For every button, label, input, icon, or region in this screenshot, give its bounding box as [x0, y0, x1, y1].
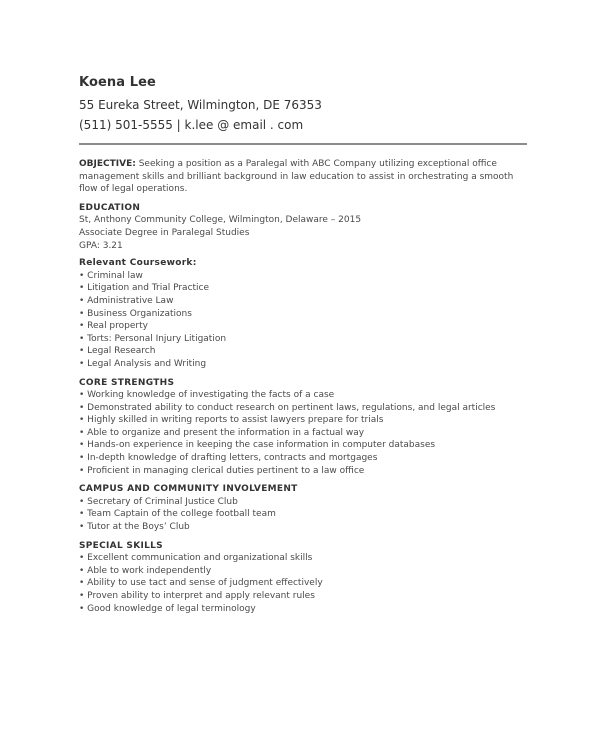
education-gpa: GPA: 3.21 [79, 240, 123, 251]
objective-text: Seeking a position as a Paralegal with ABC Company utilizing exceptional office management skills and brilliant background in law education to assist in orchestrating a smooth flow of legal operations. [79, 159, 514, 195]
list-item: • Able to organize and present the information in a factual way [79, 427, 529, 440]
header-divider [79, 143, 527, 145]
list-item: • Good knowledge of legal terminology [79, 603, 529, 616]
education-school: St, Anthony Community College, Wilmington, Delaware – 2015 [79, 215, 362, 226]
core-strengths-list [79, 389, 529, 477]
list-item: • Demonstrated ability to conduct research on pertinent laws, regulations, and legal articles [79, 402, 529, 415]
resume-header [79, 74, 322, 135]
objective-label: OBJECTIVE: [79, 159, 136, 169]
list-item: • Tutor at the Boys’ Club [79, 521, 529, 534]
campus-involvement-list [79, 496, 529, 534]
core-strengths-title: CORE STRENGTHS [79, 377, 175, 388]
objective-section [79, 158, 529, 196]
campus-involvement-section [79, 483, 529, 533]
list-item: • Secretary of Criminal Justice Club [79, 496, 529, 509]
candidate-address: 55 Eureka Street, Wilmington, DE 76353 [79, 98, 322, 112]
list-item: • Torts: Personal Injury Litigation [79, 333, 529, 346]
education-degree: Associate Degree in Paralegal Studies [79, 227, 250, 238]
special-skills-title: SPECIAL SKILLS [79, 540, 163, 551]
list-item: • Business Organizations [79, 308, 529, 321]
education-title: EDUCATION [79, 202, 141, 213]
list-item: • Ability to use tact and sense of judgment effectively [79, 577, 529, 590]
list-item: • Proven ability to interpret and apply relevant rules [79, 590, 529, 603]
education-section [79, 202, 529, 371]
list-item: • Litigation and Trial Practice [79, 282, 529, 295]
core-strengths-section [79, 377, 529, 478]
list-item: • Real property [79, 320, 529, 333]
coursework-title: Relevant Coursework: [79, 258, 197, 269]
list-item: • Team Captain of the college football team [79, 508, 529, 521]
coursework-list [79, 270, 529, 371]
list-item: • Highly skilled in writing reports to assist lawyers prepare for trials [79, 414, 529, 427]
list-item: • Criminal law [79, 270, 529, 283]
list-item: • Excellent communication and organizational skills [79, 552, 529, 565]
list-item: • Legal Research [79, 345, 529, 358]
list-item: • Hands-on experience in keeping the case information in computer databases [79, 439, 529, 452]
special-skills-section [79, 540, 529, 616]
special-skills-list [79, 552, 529, 615]
list-item: • Administrative Law [79, 295, 529, 308]
candidate-contact: (511) 501-5555 | k.lee @ email . com [79, 118, 304, 132]
list-item: • Proficient in managing clerical duties pertinent to a law office [79, 465, 529, 478]
list-item: • Able to work independently [79, 565, 529, 578]
list-item: • Legal Analysis and Writing [79, 358, 529, 371]
resume-body [79, 158, 529, 615]
list-item: • Working knowledge of investigating the facts of a case [79, 389, 529, 402]
candidate-name: Koena Lee [79, 75, 156, 90]
list-item: • In-depth knowledge of drafting letters, contracts and mortgages [79, 452, 529, 465]
campus-involvement-title: CAMPUS AND COMMUNITY INVOLVEMENT [79, 484, 298, 495]
